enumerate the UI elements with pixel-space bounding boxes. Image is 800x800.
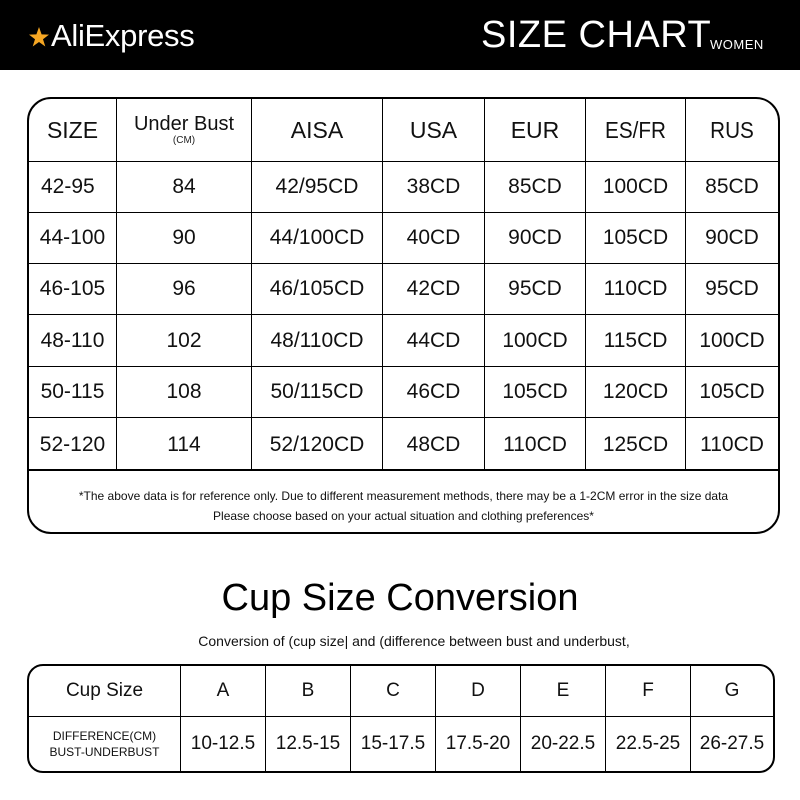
cell-usa: 44CD [406, 328, 461, 352]
cup-letter: D [471, 680, 485, 701]
cup-letter: G [724, 680, 740, 701]
header-bar [0, 0, 800, 70]
difference-value: 26-27.5 [699, 733, 765, 754]
header-aisa: AISA [290, 116, 344, 143]
cell-eur: 105CD [502, 380, 568, 403]
cell-usa: 38CD [406, 175, 461, 198]
cell-rus: 95CD [705, 277, 759, 300]
cell-es-fr: 120CD [602, 380, 669, 403]
size-chart-table [27, 97, 780, 534]
difference-label-line-2: BUST-UNDERBUST [49, 745, 160, 759]
difference-value: 22.5-25 [615, 733, 681, 754]
star-icon [28, 21, 50, 51]
cell-usa: 48CD [406, 432, 461, 456]
cell-es-fr: 110CD [603, 277, 668, 300]
cell-rus: 85CD [705, 175, 759, 198]
header-under-bust-unit: (CM) [172, 135, 196, 146]
cell-usa: 42CD [406, 277, 461, 300]
cup-letter: B [301, 680, 315, 701]
header-under-bust-label: Under Bust [133, 113, 235, 135]
cell-aisa: 52/120CD [269, 432, 365, 456]
page-subtitle: WOMEN [710, 37, 764, 52]
header-eur: EUR [510, 116, 560, 143]
difference-value: 12.5-15 [275, 733, 341, 754]
cup-letter: A [216, 680, 230, 701]
cell-eur: 85CD [508, 175, 562, 198]
cell-under-bust: 102 [166, 328, 202, 352]
cup-letter: E [556, 680, 570, 701]
cell-size: 50-115 [40, 380, 105, 403]
brand-name: AliExpress [51, 18, 195, 53]
header-rus: RUS [710, 116, 754, 143]
cell-aisa: 48/110CD [270, 328, 364, 352]
header-es-fr: ES/FR [605, 116, 666, 143]
difference-value: 10-12.5 [190, 733, 256, 754]
cell-es-fr: 125CD [602, 432, 669, 456]
cell-es-fr: 115CD [603, 328, 668, 352]
difference-value: 15-17.5 [360, 733, 426, 754]
cell-size: 52-120 [39, 432, 106, 456]
disclaimer-line-1: *The above data is for reference only. Due to different measurement methods, there may be a 1-2CM error in the size data [78, 489, 729, 503]
cell-under-bust: 114 [167, 432, 201, 456]
cell-aisa: 50/115CD [270, 380, 364, 403]
cell-aisa: 46/105CD [269, 277, 365, 300]
cell-size: 44-100 [39, 226, 106, 249]
disclaimer-line-2: Please choose based on your actual situation and clothing preferences* [213, 509, 594, 523]
cup-section-title: Cup Size Conversion [221, 577, 579, 619]
cell-eur: 110CD [503, 432, 567, 456]
header-usa: USA [409, 116, 458, 143]
cell-size: 48-110 [40, 328, 105, 352]
cell-eur: 100CD [502, 328, 568, 352]
cup-section-subtitle: Conversion of (cup size| and (difference between bust and underbust, [198, 633, 630, 649]
cell-eur: 95CD [508, 277, 562, 300]
cup-letter: C [386, 680, 400, 701]
difference-value: 17.5-20 [445, 733, 511, 754]
cup-size-table [27, 664, 775, 773]
difference-label [29, 717, 180, 771]
cell-rus: 100CD [699, 328, 765, 352]
header-under-bust [117, 99, 251, 161]
cell-rus: 90CD [705, 226, 759, 249]
cup-letter: F [642, 680, 654, 701]
cell-under-bust: 108 [166, 380, 202, 403]
cell-rus: 105CD [699, 380, 765, 403]
cell-size: 46-105 [39, 277, 106, 300]
cell-eur: 90CD [508, 226, 562, 249]
cell-es-fr: 100CD [602, 175, 669, 198]
cell-usa: 46CD [406, 380, 461, 403]
cell-rus: 110CD [700, 432, 764, 456]
cup-size-label: Cup Size [65, 680, 144, 701]
size-grid [29, 99, 778, 471]
cell-es-fr: 105CD [602, 226, 669, 249]
header-size: SIZE [46, 116, 99, 143]
aliexpress-logo [28, 16, 194, 56]
cell-usa: 40CD [406, 226, 461, 249]
cell-aisa: 42/95CD [275, 175, 359, 198]
cell-under-bust: 84 [172, 175, 196, 198]
page-title: SIZE CHART [481, 14, 712, 56]
cell-size: 42-95 [41, 175, 95, 198]
cell-under-bust: 90 [172, 226, 196, 249]
cell-aisa: 44/100CD [269, 226, 365, 249]
cell-under-bust: 96 [172, 277, 196, 300]
difference-value: 20-22.5 [530, 733, 596, 754]
difference-label-line-1: DIFFERENCE(CM) [52, 728, 157, 743]
